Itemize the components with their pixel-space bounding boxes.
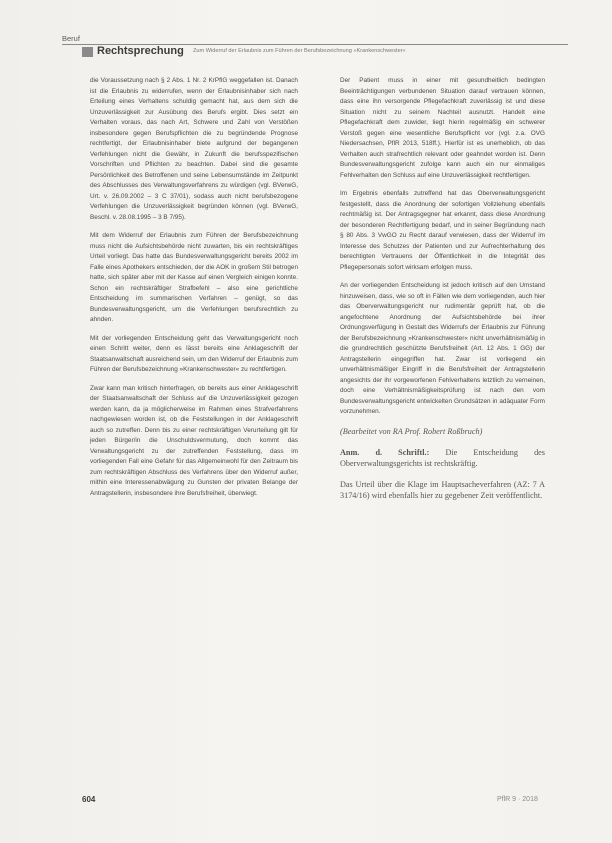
left-paragraph-4: Zwar kann man kritisch hinterfragen, ob bereits aus einer Anklageschrift der Staatsanwaltschaft der Schluss auf die Unzuverlässigkeit gezogen werden kann, da ja möglicherweise im Rahmen eines Strafverfahrens nachgewiesen worden ist, ob die Feststellungen in der Anklageschrift auch so zutreffen. Denn bis zu einer rechtskräftigen Verurteilung gilt für jeden Bürger/in die Unschuldsvermutung, doch kommt das Verwaltungsgericht zu der zutreffenden Feststellung, dass im vorliegenden Fall eine Gefahr für das Allgemeinwohl für den Zeitraum bis zum rechtskräftigen Abschluss des Verfahrens über den Widerruf außer, mithin eine Interessenabwägung zu Gunsten der privaten Belange der Antragstellerin, insbesondere ihre Berufsfreiheit, überwiegt. <box>90 384 298 497</box>
section-label: Beruf <box>62 34 80 43</box>
right-paragraph-2: Im Ergebnis ebenfalls zutreffend hat das Oberverwaltungsgericht festgestellt, dass die Anordnung der sofortigen Vollziehung ebenfalls rechtmäßig ist. Der Antragsgegner hat erkannt, dass diese Anordnung der besonderen Rechtfertigung bedarf, und in seiner Begründung nach § 80 Abs. 3 VwGO zu Recht darauf verwiesen, dass der Widerruf im Interesse des Schutzes der Patienten und zur Aufrechterhaltung des berechtigten Vertrauens der Öffentlichkeit in die Integrität des Pflegepersonals sofort wirksam erfolgen muss. <box>340 190 545 271</box>
editor-annotation <box>340 447 545 469</box>
page-title: Rechtsprechung <box>97 45 184 57</box>
left-paragraph-1: die Voraussetzung nach § 2 Abs. 1 Nr. 2 KrPflG weggefallen ist. Danach ist die Erlaubnis zu widerrufen, wenn der Erlaubnisinhaber sich nach Erteilung eines Verhaltens schuldig gemacht hat, aus dem sich die Unzuverlässigkeit zur Ausübung des Berufs ergibt. Dies setzt ein Verhalten voraus, das nach Art, Schwere und Zahl von Verstößen insbesondere gegen Berufspflichten die zu begründende Prognose rechtfertigt, der Erlaubnisinhaber biete aufgrund der begangenen Verfehlungen nicht die Gewähr, in Zukunft die berufsspezifischen Vorschriften und Pflichten zu beachten. Dabei sind die gesamte Persönlichkeit des Betroffenen und seine Lebensumstände im Zeitpunkt des Abschlusses des Verwaltungsverfahrens zu würdigen (vgl. BVerwG, Urt. v. 26.09.2002 – 3 C 37/01), sodass auch nicht berufsbezogene Verfehlungen die Unzuverlässigkeit begründen können (vgl. BVerwG, Beschl. v. 28.08.1995 – 3 B 7/95). <box>90 77 298 221</box>
closing-note: Das Urteil über die Klage im Hauptsacheverfahren (AZ: 7 A 3174/16) wird ebenfalls hier zu gegebener Zeit veröffentlicht. <box>340 479 545 500</box>
left-column <box>90 76 298 507</box>
annotation-text: Die Entscheidung des Oberverwaltungsgerichts ist rechtskräftig. <box>340 447 545 468</box>
page-number: 604 <box>82 795 96 804</box>
right-paragraph-3: An der vorliegenden Entscheidung ist jedoch kritisch auf den Umstand hinzuweisen, dass, wie so oft in Fällen wie dem vorliegenden, auch hier das Oberverwaltungsgericht nur rudimentär geprüft hat, ob die angefochtene Anordnung der Aufsichtsbehörde bei ihrer Ordnungsverfügung in Gestalt des Widerrufs der Erlaubnis zur Führung der Berufsbezeichnung »Krankenschwester« nicht unverhältnismäßig in die grundrechtlich geschützte Berufsfreiheit (Art. 12 Abs. 1 GG) der Antragstellerin eingegriffen hat. Zwar ist vorliegend ein unverhältnismäßiger Eingriff in die Berufsfreiheit der Antragstellerin angesichts der ihr vorgeworfenen Fehlverhaltens letztlich zu verneinen, doch eine Verhältnismäßigkeitsprüfung ist nach den vom Bundesverwaltungsgericht entwickelten Grundsätzen in adäquater Form vorzunehmen. <box>340 282 545 415</box>
notes-block <box>340 426 545 501</box>
author-note: (Bearbeitet von RA Prof. Robert Roßbruch) <box>340 426 483 436</box>
annotation-label: Anm. d. Schriftl.: <box>340 447 430 457</box>
page-subtitle: Zum Widerruf der Erlaubnis zum Führen der Berufsbezeichnung »Krankenschwester« <box>193 48 406 54</box>
journal-issue: PflR 9 · 2018 <box>497 796 538 803</box>
right-paragraph-1: Der Patient muss in einer mit gesundheitlich bedingten Beeinträchtigungen verbundenen Situation darauf vertrauen können, dass eine ihn versorgende Pflegefachkraft zuverlässig ist und diese Situation nicht zu seinem Nachteil ausnutzt. Handelt eine Pflegefachkraft dem zuwider, liegt hierin regelmäßig ein schwerer Verstoß gegen eine wesentliche Berufspflicht vor (vgl. z.a. OVG Niedersachsen, PflR 2013, 518ff.). Hierfür ist es unerheblich, ob das Verhalten auch strafrechtlich relevant oder geahndet worden ist. Denn Bundesverwaltungsgericht zufolge kann auch ein nur einmaliges Fehlverhalten den Schluss auf eine Unzuverlässigkeit rechtfertigen. <box>340 77 545 179</box>
left-paragraph-2: Mit dem Widerruf der Erlaubnis zum Führen der Berufsbezeichnung muss nicht die Aufsichtsbehörde nicht zuwarten, bis ein rechtskräftiges Urteil vorliegt. Das hatte das Bundesverwaltungsgericht bereits 2002 im Falle eines Apothekers entschieden, der die AOK in großem Stil betrogen hatte, sich später aber mit der Kasse auf einen Vergleich einigen konnte. Schon ein rechtskräftiger Strafbefehl – also eine gerichtliche Entscheidung im summarischen Verfahren – genügt, so das Bundesverwaltungsgericht, um die Verfehlungen berufsrechtlich zu ahnden. <box>90 232 298 323</box>
right-column <box>340 76 545 511</box>
left-paragraph-3: Mit der vorliegenden Entscheidung geht das Verwaltungsgericht noch einen Schritt weiter, denn es lässt bereits eine Anklageschrift der Staatsanwaltschaft ausreichend sein, um den Widerruf der Erlaubnis zum Führen der Berufsbezeichnung »Krankenschwester« zu rechtfertigen. <box>90 334 298 373</box>
title-marker-square <box>82 47 93 57</box>
